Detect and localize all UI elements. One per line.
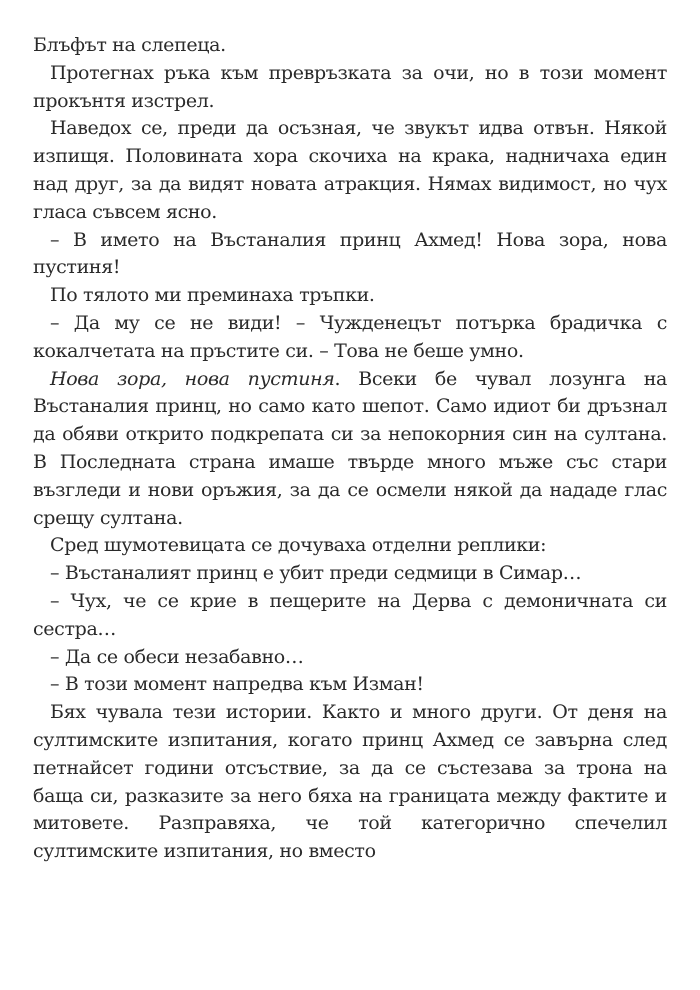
italic-slogan: Нова зора, нова пустиня [50,367,335,390]
paragraph-7: Нова зора, нова пустиня. Всеки бе чувал лозунга на Въстаналия принц, но само като шепот. Само идиот би дръзнал да обяви открито подкрепата си за непокорния син на султана. В Последната страна имаше твърде много мъже със стари възгледи и нови оръжия, за да се осмели някой да нададе глас срещу султана. [33,367,667,529]
paragraph-10-dialogue: – Чух, че се крие в пещерите на Дерва с демоничната си сестра… [33,589,667,640]
paragraph-11-dialogue: – Да се обеси незабавно… [50,645,304,668]
paragraph-9-dialogue: – Въстаналият принц е убит преди седмици в Симар… [50,562,582,585]
paragraph-13: Бях чувала тези истории. Както и много други. От деня на султимските изпитания, когато принц Ахмед се завърна след петнайсет години отсъствие, за да се състезава за трона на баща си, разказите за него бяха на границата между фактите и митовете. Разправяха, че той категорично спечелил султимските изпитания, но вместо [33,701,667,863]
paragraph-12-dialogue: – В този момент напредва към Изман! [50,673,424,696]
book-page [33,32,667,866]
paragraph-4-dialogue: – В името на Въстаналия принц Ахмед! Нова зора, нова пустиня! [33,228,667,279]
paragraph-5: По тялото ми преминаха тръпки. [50,284,375,307]
paragraph-3: Наведох се, преди да осъзная, че звукът идва отвън. Някой изпищя. Половината хора скочиха на крака, надничаха един над друг, за да видят новата атракция. Нямах видимост, но чух гласа съвсем ясно. [33,117,667,223]
paragraph-6-dialogue: – Да му се не види! – Чужденецът потърка брадичка с кокалчетата на пръстите си. – Това не беше умно. [33,311,667,362]
paragraph-8: Сред шумотевицата се дочуваха отделни реплики: [50,534,547,557]
paragraph-2: Протегнах ръка към превръзката за очи, но в този момент прокънтя изстрел. [33,61,667,112]
paragraph-1: Блъфът на слепеца. [33,34,226,56]
